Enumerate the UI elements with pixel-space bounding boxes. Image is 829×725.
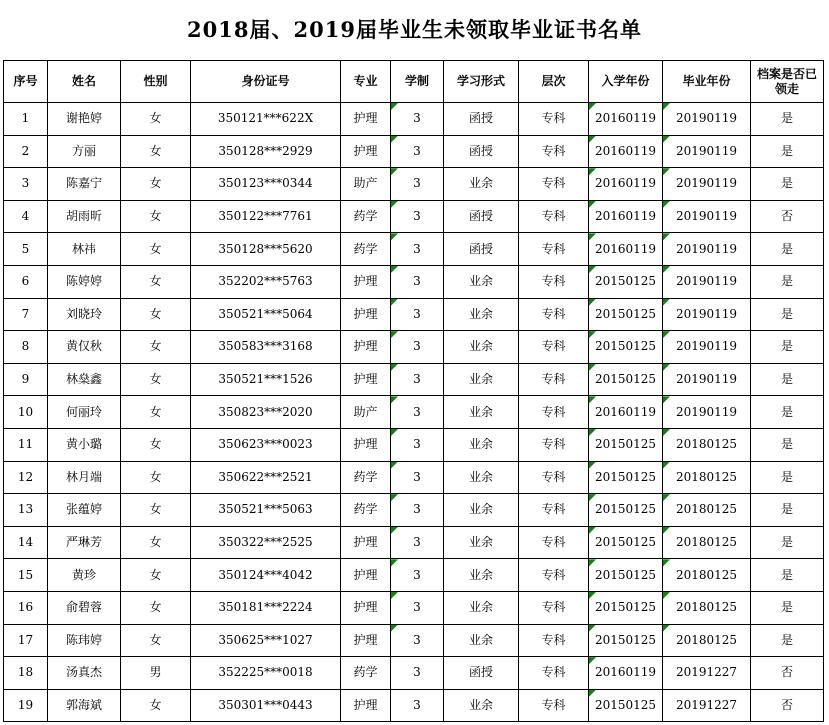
cell-major: 护理 (341, 135, 391, 168)
col-header-archive-taken: 档案是否已领走 (751, 61, 824, 103)
cell-id-number: 350301***0443 (191, 689, 341, 722)
table-row (4, 526, 824, 559)
cell-archive-taken: 是 (751, 363, 824, 396)
table-row (4, 298, 824, 331)
cell-level: 专科 (519, 689, 589, 722)
cell-grad-year: 20190119 (663, 233, 751, 266)
cell-level: 专科 (519, 135, 589, 168)
cell-name: 俞碧蓉 (48, 591, 121, 624)
table-row (4, 461, 824, 494)
cell-id-number: 350622***2521 (191, 461, 341, 494)
cell-duration: 3 (391, 200, 444, 233)
cell-grad-year: 20191227 (663, 657, 751, 690)
table-body (4, 103, 824, 722)
cell-index: 7 (4, 298, 48, 331)
number-stored-as-text-indicator-icon (589, 299, 596, 306)
cell-enroll-year: 20150125 (589, 689, 663, 722)
cell-id-number: 352225***0018 (191, 657, 341, 690)
cell-enroll-year: 20160119 (589, 657, 663, 690)
cell-enroll-year: 20160119 (589, 233, 663, 266)
cell-index: 19 (4, 689, 48, 722)
cell-study-form: 业余 (444, 624, 519, 657)
cell-grad-year: 20190119 (663, 298, 751, 331)
cell-index: 6 (4, 265, 48, 298)
number-stored-as-text-indicator-icon (589, 266, 596, 273)
cell-grad-year: 20190119 (663, 168, 751, 201)
col-header-id-number: 身份证号 (191, 61, 341, 103)
cell-archive-taken: 是 (751, 265, 824, 298)
col-header-level: 层次 (519, 61, 589, 103)
cell-study-form: 业余 (444, 428, 519, 461)
cell-level: 专科 (519, 591, 589, 624)
number-stored-as-text-indicator-icon (663, 103, 670, 110)
cell-duration: 3 (391, 591, 444, 624)
cell-archive-taken: 是 (751, 624, 824, 657)
number-stored-as-text-indicator-icon (663, 233, 670, 240)
cell-gender: 女 (121, 168, 191, 201)
cell-id-number: 350623***0023 (191, 428, 341, 461)
cell-index: 10 (4, 396, 48, 429)
cell-major: 药学 (341, 494, 391, 527)
cell-gender: 女 (121, 233, 191, 266)
cell-level: 专科 (519, 103, 589, 136)
cell-archive-taken: 是 (751, 331, 824, 364)
cell-grad-year: 20180125 (663, 494, 751, 527)
cell-name: 陈婷婷 (48, 265, 121, 298)
cell-index: 5 (4, 233, 48, 266)
number-stored-as-text-indicator-icon (663, 429, 670, 436)
cell-id-number: 350181***2224 (191, 591, 341, 624)
cell-major: 护理 (341, 559, 391, 592)
cell-duration: 3 (391, 265, 444, 298)
table-row (4, 428, 824, 461)
cell-level: 专科 (519, 559, 589, 592)
cell-archive-taken: 是 (751, 298, 824, 331)
cell-level: 专科 (519, 657, 589, 690)
cell-gender: 女 (121, 103, 191, 136)
cell-id-number: 350823***2020 (191, 396, 341, 429)
cell-enroll-year: 20150125 (589, 494, 663, 527)
cell-major: 护理 (341, 624, 391, 657)
cell-major: 护理 (341, 363, 391, 396)
cell-major: 助产 (341, 168, 391, 201)
cell-index: 18 (4, 657, 48, 690)
cell-level: 专科 (519, 331, 589, 364)
table-row (4, 103, 824, 136)
cell-major: 药学 (341, 657, 391, 690)
cell-duration: 3 (391, 298, 444, 331)
cell-major: 药学 (341, 461, 391, 494)
cell-study-form: 业余 (444, 559, 519, 592)
cell-study-form: 函授 (444, 233, 519, 266)
number-stored-as-text-indicator-icon (391, 559, 398, 566)
cell-enroll-year: 20160119 (589, 135, 663, 168)
col-header-duration: 学制 (391, 61, 444, 103)
cell-major: 护理 (341, 265, 391, 298)
cell-archive-taken: 是 (751, 428, 824, 461)
cell-grad-year: 20180125 (663, 591, 751, 624)
cell-id-number: 350123***0344 (191, 168, 341, 201)
cell-duration: 3 (391, 461, 444, 494)
cell-id-number: 350128***5620 (191, 233, 341, 266)
graduates-table (3, 60, 824, 722)
cell-level: 专科 (519, 200, 589, 233)
col-header-grad-year: 毕业年份 (663, 61, 751, 103)
cell-level: 专科 (519, 494, 589, 527)
cell-enroll-year: 20160119 (589, 396, 663, 429)
cell-enroll-year: 20150125 (589, 461, 663, 494)
cell-major: 护理 (341, 526, 391, 559)
cell-study-form: 业余 (444, 168, 519, 201)
col-header-study-form: 学习形式 (444, 61, 519, 103)
cell-name: 何丽玲 (48, 396, 121, 429)
cell-major: 药学 (341, 233, 391, 266)
number-stored-as-text-indicator-icon (391, 266, 398, 273)
cell-enroll-year: 20160119 (589, 168, 663, 201)
cell-level: 专科 (519, 428, 589, 461)
cell-level: 专科 (519, 363, 589, 396)
cell-name: 黄仅秋 (48, 331, 121, 364)
cell-grad-year: 20180125 (663, 428, 751, 461)
cell-gender: 女 (121, 624, 191, 657)
number-stored-as-text-indicator-icon (589, 136, 596, 143)
cell-id-number: 350322***2525 (191, 526, 341, 559)
number-stored-as-text-indicator-icon (589, 396, 596, 403)
cell-name: 黄珍 (48, 559, 121, 592)
table-row (4, 559, 824, 592)
number-stored-as-text-indicator-icon (589, 331, 596, 338)
table-row (4, 363, 824, 396)
number-stored-as-text-indicator-icon (663, 396, 670, 403)
number-stored-as-text-indicator-icon (589, 559, 596, 566)
cell-gender: 女 (121, 428, 191, 461)
cell-grad-year: 20190119 (663, 331, 751, 364)
cell-level: 专科 (519, 298, 589, 331)
number-stored-as-text-indicator-icon (663, 168, 670, 175)
cell-enroll-year: 20150125 (589, 363, 663, 396)
number-stored-as-text-indicator-icon (391, 201, 398, 208)
cell-major: 药学 (341, 200, 391, 233)
cell-name: 谢艳婷 (48, 103, 121, 136)
cell-id-number: 350121***622X (191, 103, 341, 136)
cell-index: 1 (4, 103, 48, 136)
cell-enroll-year: 20150125 (589, 591, 663, 624)
cell-enroll-year: 20160119 (589, 103, 663, 136)
cell-level: 专科 (519, 168, 589, 201)
number-stored-as-text-indicator-icon (663, 625, 670, 632)
cell-name: 郭海斌 (48, 689, 121, 722)
cell-study-form: 函授 (444, 103, 519, 136)
number-stored-as-text-indicator-icon (391, 331, 398, 338)
cell-study-form: 业余 (444, 265, 519, 298)
cell-index: 15 (4, 559, 48, 592)
cell-gender: 女 (121, 591, 191, 624)
cell-grad-year: 20190119 (663, 135, 751, 168)
cell-duration: 3 (391, 689, 444, 722)
cell-duration: 3 (391, 657, 444, 690)
cell-id-number: 350625***1027 (191, 624, 341, 657)
cell-archive-taken: 否 (751, 689, 824, 722)
number-stored-as-text-indicator-icon (391, 462, 398, 469)
cell-archive-taken: 是 (751, 494, 824, 527)
cell-duration: 3 (391, 135, 444, 168)
number-stored-as-text-indicator-icon (663, 201, 670, 208)
number-stored-as-text-indicator-icon (663, 364, 670, 371)
col-header-name: 姓名 (48, 61, 121, 103)
cell-archive-taken: 是 (751, 135, 824, 168)
cell-gender: 女 (121, 363, 191, 396)
col-header-enroll-year: 入学年份 (589, 61, 663, 103)
number-stored-as-text-indicator-icon (663, 331, 670, 338)
cell-name: 方丽 (48, 135, 121, 168)
table-row (4, 624, 824, 657)
number-stored-as-text-indicator-icon (589, 201, 596, 208)
cell-archive-taken: 否 (751, 657, 824, 690)
cell-gender: 女 (121, 461, 191, 494)
cell-gender: 女 (121, 689, 191, 722)
cell-duration: 3 (391, 233, 444, 266)
number-stored-as-text-indicator-icon (391, 494, 398, 501)
cell-name: 胡雨昕 (48, 200, 121, 233)
number-stored-as-text-indicator-icon (589, 625, 596, 632)
cell-index: 13 (4, 494, 48, 527)
cell-archive-taken: 是 (751, 526, 824, 559)
cell-index: 11 (4, 428, 48, 461)
cell-enroll-year: 20150125 (589, 624, 663, 657)
cell-study-form: 函授 (444, 657, 519, 690)
cell-id-number: 350124***4042 (191, 559, 341, 592)
cell-duration: 3 (391, 428, 444, 461)
cell-gender: 女 (121, 396, 191, 429)
cell-major: 护理 (341, 591, 391, 624)
cell-index: 16 (4, 591, 48, 624)
cell-index: 3 (4, 168, 48, 201)
cell-duration: 3 (391, 494, 444, 527)
cell-enroll-year: 20150125 (589, 526, 663, 559)
cell-grad-year: 20180125 (663, 526, 751, 559)
cell-study-form: 业余 (444, 526, 519, 559)
number-stored-as-text-indicator-icon (391, 625, 398, 632)
number-stored-as-text-indicator-icon (589, 364, 596, 371)
table-row (4, 331, 824, 364)
table-row (4, 657, 824, 690)
cell-major: 助产 (341, 396, 391, 429)
cell-grad-year: 20190119 (663, 396, 751, 429)
cell-level: 专科 (519, 265, 589, 298)
cell-name: 林月端 (48, 461, 121, 494)
col-header-gender: 性别 (121, 61, 191, 103)
cell-major: 护理 (341, 689, 391, 722)
cell-enroll-year: 20150125 (589, 559, 663, 592)
cell-gender: 女 (121, 494, 191, 527)
cell-id-number: 350521***1526 (191, 363, 341, 396)
cell-id-number: 350122***7761 (191, 200, 341, 233)
cell-study-form: 函授 (444, 200, 519, 233)
cell-level: 专科 (519, 396, 589, 429)
cell-major: 护理 (341, 298, 391, 331)
cell-study-form: 业余 (444, 298, 519, 331)
cell-index: 4 (4, 200, 48, 233)
cell-archive-taken: 是 (751, 559, 824, 592)
number-stored-as-text-indicator-icon (589, 592, 596, 599)
cell-duration: 3 (391, 624, 444, 657)
cell-level: 专科 (519, 461, 589, 494)
table-row (4, 689, 824, 722)
table-row (4, 233, 824, 266)
cell-index: 12 (4, 461, 48, 494)
number-stored-as-text-indicator-icon (391, 168, 398, 175)
number-stored-as-text-indicator-icon (589, 527, 596, 534)
cell-grad-year: 20190119 (663, 200, 751, 233)
cell-duration: 3 (391, 526, 444, 559)
cell-study-form: 业余 (444, 396, 519, 429)
cell-name: 刘晓玲 (48, 298, 121, 331)
number-stored-as-text-indicator-icon (391, 429, 398, 436)
number-stored-as-text-indicator-icon (589, 690, 596, 697)
cell-duration: 3 (391, 103, 444, 136)
number-stored-as-text-indicator-icon (663, 494, 670, 501)
page-title: 2018届、2019届毕业生未领取毕业证书名单 (187, 17, 642, 42)
cell-name: 林祎 (48, 233, 121, 266)
number-stored-as-text-indicator-icon (663, 299, 670, 306)
cell-gender: 女 (121, 200, 191, 233)
table-row (4, 591, 824, 624)
number-stored-as-text-indicator-icon (589, 462, 596, 469)
cell-name: 严琳芳 (48, 526, 121, 559)
cell-name: 陈嘉宁 (48, 168, 121, 201)
cell-id-number: 350521***5064 (191, 298, 341, 331)
number-stored-as-text-indicator-icon (391, 592, 398, 599)
cell-archive-taken: 否 (751, 200, 824, 233)
cell-gender: 男 (121, 657, 191, 690)
table-row (4, 168, 824, 201)
cell-id-number: 352202***5763 (191, 265, 341, 298)
cell-id-number: 350128***2929 (191, 135, 341, 168)
cell-duration: 3 (391, 363, 444, 396)
cell-major: 护理 (341, 331, 391, 364)
cell-gender: 女 (121, 331, 191, 364)
cell-archive-taken: 是 (751, 233, 824, 266)
cell-duration: 3 (391, 331, 444, 364)
col-header-major: 专业 (341, 61, 391, 103)
cell-grad-year: 20180125 (663, 461, 751, 494)
cell-archive-taken: 是 (751, 168, 824, 201)
number-stored-as-text-indicator-icon (589, 494, 596, 501)
cell-archive-taken: 是 (751, 103, 824, 136)
number-stored-as-text-indicator-icon (663, 592, 670, 599)
number-stored-as-text-indicator-icon (391, 396, 398, 403)
number-stored-as-text-indicator-icon (663, 462, 670, 469)
cell-study-form: 业余 (444, 494, 519, 527)
table-row (4, 494, 824, 527)
cell-name: 汤真杰 (48, 657, 121, 690)
cell-major: 护理 (341, 428, 391, 461)
cell-major: 护理 (341, 103, 391, 136)
cell-grad-year: 20191227 (663, 689, 751, 722)
cell-name: 黄小璐 (48, 428, 121, 461)
cell-gender: 女 (121, 265, 191, 298)
number-stored-as-text-indicator-icon (589, 657, 596, 664)
cell-level: 专科 (519, 624, 589, 657)
number-stored-as-text-indicator-icon (663, 559, 670, 566)
cell-duration: 3 (391, 559, 444, 592)
cell-gender: 女 (121, 526, 191, 559)
cell-gender: 女 (121, 298, 191, 331)
cell-index: 8 (4, 331, 48, 364)
cell-study-form: 业余 (444, 461, 519, 494)
cell-index: 9 (4, 363, 48, 396)
cell-study-form: 业余 (444, 689, 519, 722)
table-row (4, 200, 824, 233)
table-row (4, 265, 824, 298)
number-stored-as-text-indicator-icon (589, 233, 596, 240)
cell-duration: 3 (391, 396, 444, 429)
cell-index: 17 (4, 624, 48, 657)
cell-enroll-year: 20150125 (589, 265, 663, 298)
cell-id-number: 350521***5063 (191, 494, 341, 527)
cell-id-number: 350583***3168 (191, 331, 341, 364)
cell-gender: 女 (121, 135, 191, 168)
cell-index: 14 (4, 526, 48, 559)
cell-index: 2 (4, 135, 48, 168)
cell-study-form: 业余 (444, 331, 519, 364)
cell-grad-year: 20190119 (663, 103, 751, 136)
number-stored-as-text-indicator-icon (391, 103, 398, 110)
number-stored-as-text-indicator-icon (589, 429, 596, 436)
number-stored-as-text-indicator-icon (663, 266, 670, 273)
cell-level: 专科 (519, 233, 589, 266)
cell-name: 陈玮婷 (48, 624, 121, 657)
cell-study-form: 函授 (444, 135, 519, 168)
cell-study-form: 业余 (444, 591, 519, 624)
cell-duration: 3 (391, 168, 444, 201)
number-stored-as-text-indicator-icon (663, 136, 670, 143)
cell-enroll-year: 20150125 (589, 298, 663, 331)
cell-archive-taken: 是 (751, 461, 824, 494)
cell-enroll-year: 20160119 (589, 200, 663, 233)
number-stored-as-text-indicator-icon (663, 527, 670, 534)
number-stored-as-text-indicator-icon (589, 168, 596, 175)
cell-grad-year: 20190119 (663, 363, 751, 396)
cell-study-form: 业余 (444, 363, 519, 396)
cell-archive-taken: 是 (751, 591, 824, 624)
number-stored-as-text-indicator-icon (391, 299, 398, 306)
number-stored-as-text-indicator-icon (391, 233, 398, 240)
cell-enroll-year: 20150125 (589, 428, 663, 461)
number-stored-as-text-indicator-icon (391, 364, 398, 371)
table-row (4, 396, 824, 429)
col-header-index: 序号 (4, 61, 48, 103)
cell-enroll-year: 20150125 (589, 331, 663, 364)
cell-grad-year: 20190119 (663, 265, 751, 298)
cell-grad-year: 20180125 (663, 624, 751, 657)
number-stored-as-text-indicator-icon (391, 527, 398, 534)
header-row (4, 61, 824, 103)
number-stored-as-text-indicator-icon (391, 136, 398, 143)
number-stored-as-text-indicator-icon (589, 103, 596, 110)
cell-name: 林燊鑫 (48, 363, 121, 396)
cell-grad-year: 20180125 (663, 559, 751, 592)
cell-level: 专科 (519, 526, 589, 559)
cell-name: 张蕴婷 (48, 494, 121, 527)
table-row (4, 135, 824, 168)
cell-archive-taken: 是 (751, 396, 824, 429)
cell-gender: 女 (121, 559, 191, 592)
